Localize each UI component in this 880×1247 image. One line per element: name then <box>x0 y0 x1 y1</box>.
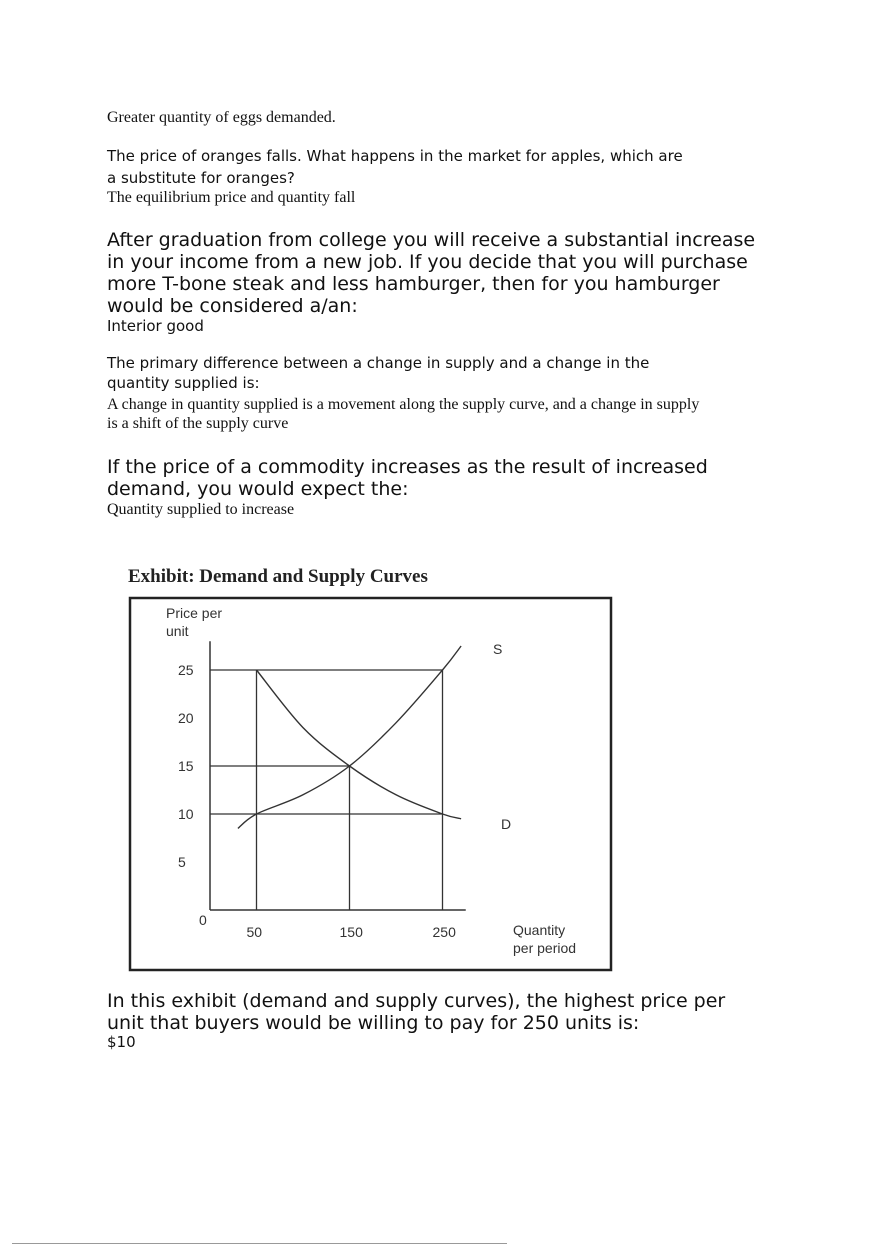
y-axis-label: unit <box>166 623 189 639</box>
answer-text: Quantity supplied to increase <box>107 501 295 518</box>
demand-curve-label: D <box>501 816 512 832</box>
footer-rule <box>12 1243 507 1244</box>
question-text: After graduation from college you will receive a substantial increase <box>107 229 756 251</box>
x-tick-label: 50 <box>246 924 263 940</box>
question-text: would be considered a/an: <box>107 295 358 317</box>
answer-text: The equilibrium price and quantity fall <box>107 189 356 206</box>
exhibit-title: Exhibit: Demand and Supply Curves <box>128 566 428 587</box>
question-text: In this exhibit (demand and supply curves), the highest price per <box>107 990 726 1012</box>
question-text: unit that buyers would be willing to pay for 250 units is: <box>107 1012 640 1034</box>
question-text: The price of oranges falls. What happens in the market for apples, which are <box>107 147 683 165</box>
demand-supply-chart <box>125 564 615 974</box>
y-tick-label: 25 <box>178 662 194 678</box>
x-axis-label: Quantity <box>513 922 566 938</box>
x-tick-label: 250 <box>432 924 456 940</box>
x-tick-label: 150 <box>339 924 363 940</box>
exhibit-figure <box>125 564 615 974</box>
y-tick-label: 20 <box>178 710 194 726</box>
y-tick-label: 5 <box>178 854 186 870</box>
question-text: more T-bone steak and less hamburger, then for you hamburger <box>107 273 720 295</box>
answer-text: A change in quantity supplied is a movement along the supply curve, and a change in supply <box>107 396 700 413</box>
answer-text: Greater quantity of eggs demanded. <box>107 109 336 126</box>
supply-curve-label: S <box>493 641 503 657</box>
demand-curve <box>257 670 462 819</box>
x-axis-label: per period <box>513 940 577 956</box>
answer-text: Interior good <box>107 317 204 335</box>
answer-text: is a shift of the supply curve <box>107 415 289 432</box>
question-text: in your income from a new job. If you decide that you will purchase <box>107 251 748 273</box>
y-axis-label: Price per <box>166 605 223 621</box>
question-text: The primary difference between a change in supply and a change in the <box>107 354 650 372</box>
y-tick-label: 10 <box>178 806 194 822</box>
question-text: a substitute for oranges? <box>107 169 295 187</box>
question-text: If the price of a commodity increases as the result of increased <box>107 456 708 478</box>
answer-text: $10 <box>107 1033 136 1051</box>
y-tick-label: 15 <box>178 758 194 774</box>
origin-label: 0 <box>199 912 207 928</box>
question-text: demand, you would expect the: <box>107 478 409 500</box>
question-text: quantity supplied is: <box>107 374 260 392</box>
